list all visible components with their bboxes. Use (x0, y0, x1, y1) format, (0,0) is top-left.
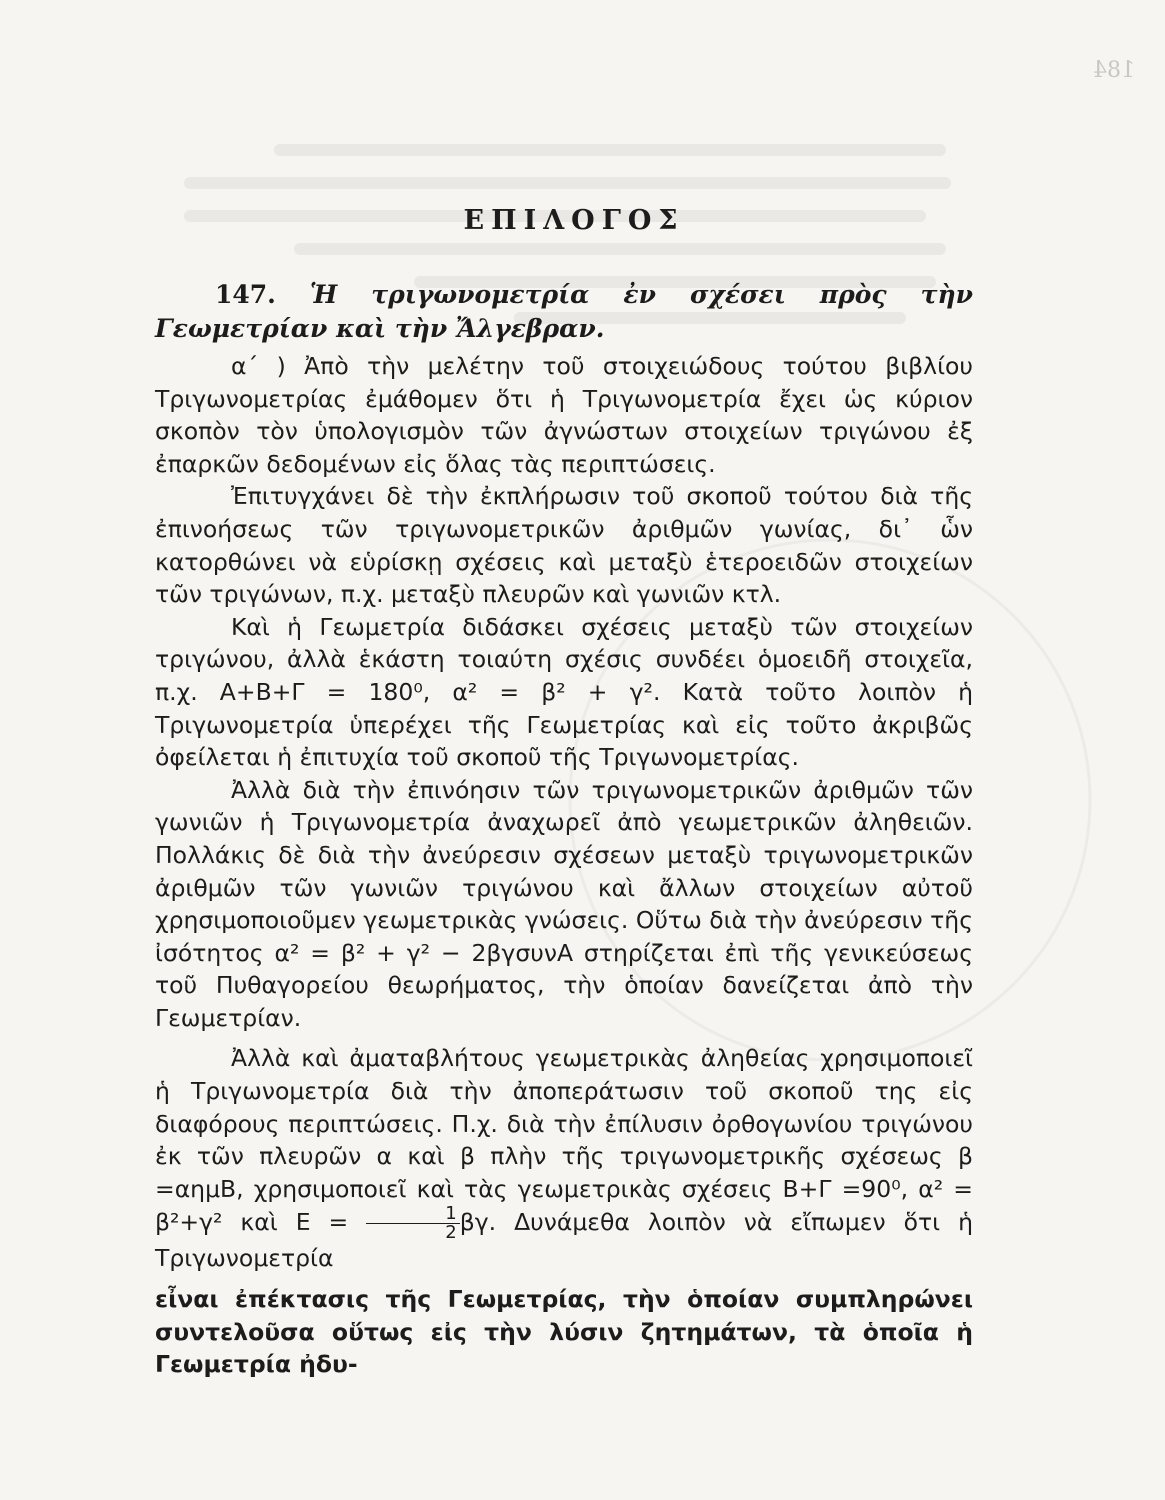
paragraph-3: Καὶ ἡ Γεωμετρία διδάσκει σχέσεις μεταξὺ τῶν στοιχείων τριγώνου, ἀλλὰ ἑκάστη τοιαύτη σχέσις συνδέει ὁμοειδῆ στοιχεῖα, π.χ. Α+Β+Γ = 180⁰, α² = β² + γ². Κατὰ τοῦτο λοιπὸν ἡ Τριγωνομετρία ὑπερέχει τῆς Γεωμετρίας καὶ εἰς τοῦτο ἀκριβῶς ὀφείλεται ἡ ἐπιτυχία τοῦ σκοποῦ τῆς Τριγωνομετρίας. (155, 612, 973, 772)
section-title: Ἡ τριγωνομετρία ἐν σχέσει πρὸς τὴν Γεωμετρίαν καὶ τὴν Ἄλγεβραν. (155, 280, 973, 343)
paragraph-5-start: Ἀλλὰ καὶ ἀματαβλήτους γεωμετρικὰς ἀληθείας χρησιμοποιεῖ ἡ Τριγωνομετρία διὰ τὴν ἀποπεράτωσιν τοῦ σκοποῦ της εἰς διαφόρους περιπτώσεις. Π.χ. διὰ τὴν ἐπίλυσιν ὀρθογωνίου τριγώνου ἐκ τῶν πλευρῶν α καὶ β πλὴν τῆς τριγωνομετρικῆς σχέσεως β =αημΒ, χρησιμοποιεῖ καὶ τὰς γεωμετρικὰς σχέσεις Β+Γ =90⁰, α² = β²+γ² καὶ Ε = (155, 1044, 973, 1237)
page-number: 184 (1093, 58, 1135, 83)
paragraph-1: α΄ ) Ἀπὸ τὴν μελέτην τοῦ στοιχειώδους τούτου βιβλίου Τριγωνομετρίας ἐμάθομεν ὅτι ἡ Τριγωνομετρία ἔχει ὡς κύριον σκοπὸν τὸν ὑπολογισμὸν τῶν ἀγνώστων στοιχείων τριγώνου ἐξ ἐπαρκῶν δεδομένων εἰς ὅλας τὰς περιπτώσεις. (155, 352, 973, 478)
paragraph-2: Ἐπιτυγχάνει δὲ τὴν ἐκπλήρωσιν τοῦ σκοποῦ τούτου διὰ τῆς ἐπινοήσεως τῶν τριγωνομετρικῶν ἀριθμῶν γωνίας, δι᾽ ὧν κατορθώνει νὰ εὑρίσκῃ σχέσεις καὶ μεταξὺ ἑτεροειδῶν στοιχείων τῶν τριγώνων, π.χ. μεταξὺ πλευρῶν καὶ γωνιῶν κτλ. (155, 482, 973, 609)
fraction-denominator: 2 (445, 1222, 457, 1244)
paragraph-4: Ἀλλὰ διὰ τὴν ἐπινόησιν τῶν τριγωνομετρικῶν ἀριθμῶν τῶν γωνιῶν ἡ Τριγωνομετρία ἀναχωρεῖ ἀπὸ γεωμετρικῶν ἀληθειῶν. Πολλάκις δὲ διὰ τὴν ἀνεύρεσιν σχέσεων μεταξὺ τριγωνομετρικῶν ἀριθμῶν τῶν γωνιῶν τριγώνου καὶ ἄλλων στοιχείων αὐτοῦ χρησιμοποιοῦμεν γεωμετρικὰς γνώσεις. Οὕτω διὰ τὴν ἀνεύρεσιν τῆς ἰσότητος α² = β² + γ² − 2βγσυνΑ στηρίζεται ἐπὶ τῆς γενικεύσεως τοῦ Πυθαγορείου θεωρήματος, τὴν ὁποίαν δανείζεται ἀπὸ τὴν Γεωμετρίαν. (155, 775, 973, 1032)
fraction-one-half (366, 1205, 459, 1242)
paragraph-5 (155, 1042, 973, 1275)
chapter-title: ΕΠΙΛΟΓΟΣ (463, 205, 685, 236)
document-body (155, 205, 973, 1381)
fraction-numerator: 1 (366, 1205, 459, 1224)
section-heading (155, 278, 973, 346)
paragraph-5-end: βγ. Δυνάμεθα λοιπὸν νὰ εἴπωμεν ὅτι ἡ Τριγωνομετρία (155, 1208, 973, 1273)
paragraph-6: εἶναι ἐπέκτασις τῆς Γεωμετρίας, τὴν ὁποίαν συμπληρώνει συντελοῦσα οὕτως εἰς τὴν λύσιν ζητημάτων, τὰ ὁποῖα ἡ Γεωμετρία ἠδυ- (155, 1285, 973, 1379)
section-number: 147. (215, 280, 276, 309)
